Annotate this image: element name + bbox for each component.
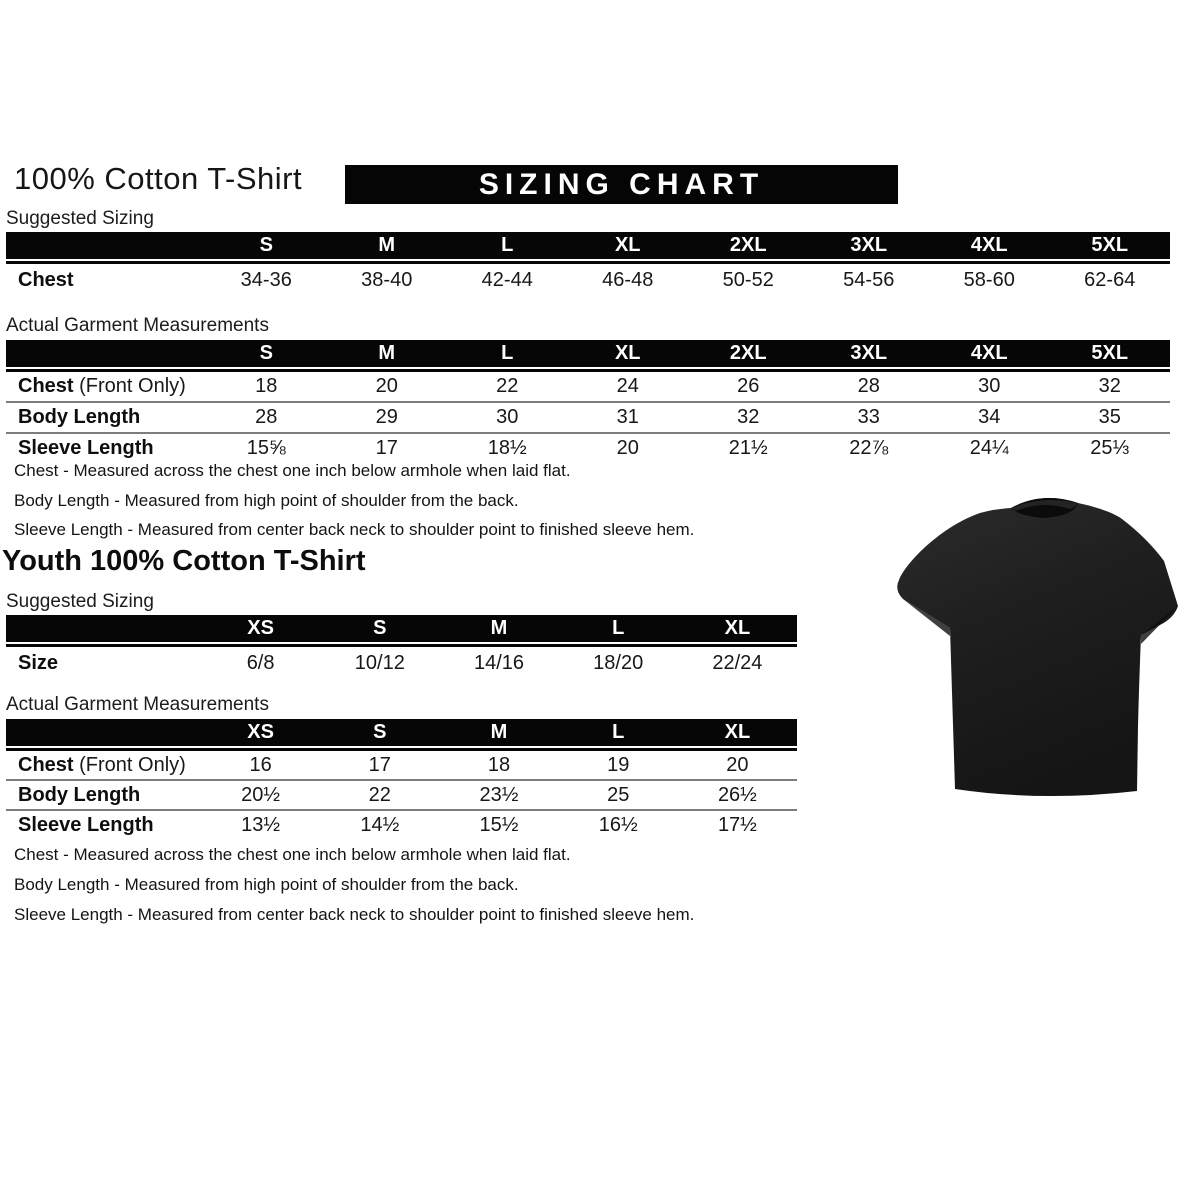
row-label-sleeve-length: Sleeve Length — [18, 813, 154, 836]
column-header-2xl: 2XL — [729, 234, 767, 256]
cell-value: 13½ — [241, 813, 281, 836]
column-header-l: L — [612, 617, 625, 639]
cell-value: 32 — [737, 406, 760, 428]
note-sleeve-length: Sleeve Length - Measured from center back neck to shoulder point to finished sleeve hem. — [14, 905, 695, 924]
column-header-m: M — [378, 234, 396, 256]
row-label-size: Size — [18, 651, 59, 674]
cell-value: 46-48 — [602, 268, 654, 291]
column-header-xl: XL — [614, 234, 641, 256]
cell-value: 25 — [607, 783, 630, 806]
cell-value: 30 — [496, 406, 519, 428]
row-label-suffix: (Front Only) — [73, 375, 186, 397]
cell-value: 29 — [375, 406, 398, 428]
adult-measurement-notes — [14, 456, 694, 545]
cell-value: 19 — [607, 753, 630, 776]
cell-value: 26 — [737, 375, 760, 397]
cell-value: 50-52 — [722, 268, 774, 291]
cell-value: 33 — [857, 406, 880, 428]
adult-suggested-header-row — [6, 232, 1170, 259]
column-header-5xl: 5XL — [1091, 234, 1129, 256]
cell-value: 54-56 — [843, 268, 895, 291]
column-header-xl: XL — [614, 342, 641, 364]
cell-value: 62-64 — [1084, 268, 1136, 291]
column-header-s: S — [259, 342, 273, 364]
cell-value: 24¼ — [969, 437, 1009, 459]
cell-value: 30 — [978, 375, 1001, 397]
column-header-xl: XL — [724, 721, 751, 743]
youth-measurement-notes — [14, 840, 694, 930]
column-header-4xl: 4XL — [970, 342, 1008, 364]
row-label-suffix: (Front Only) — [73, 753, 186, 776]
cell-value: 23½ — [479, 783, 519, 806]
tshirt-image — [892, 486, 1188, 804]
column-header-xs: XS — [247, 721, 274, 743]
cell-value: 15⅝ — [246, 437, 286, 459]
sizing-chart-banner — [345, 165, 898, 204]
row-label-body-length: Body Length — [18, 406, 141, 428]
column-header-l: L — [501, 234, 514, 256]
column-header-xl: XL — [724, 617, 751, 639]
cell-value: 16 — [249, 753, 272, 776]
cell-value: 17 — [375, 437, 398, 459]
column-header-3xl: 3XL — [850, 234, 888, 256]
cell-value: 20 — [726, 753, 749, 776]
youth-suggested-sizing-table — [6, 615, 797, 679]
cell-value: 18 — [255, 375, 278, 397]
adult-suggested-sizing-label: Suggested Sizing — [6, 208, 154, 229]
row-label-chest: Chest — [18, 375, 74, 397]
cell-value: 22/24 — [712, 651, 763, 674]
cell-value: 28 — [857, 375, 880, 397]
table-row-body-length — [6, 781, 797, 809]
cell-value: 22 — [368, 783, 391, 806]
youth-actual-measurements-table — [6, 719, 797, 839]
note-chest: Chest - Measured across the chest one inch below armhole when laid flat. — [14, 461, 571, 480]
table-row-body-length — [6, 403, 1170, 432]
cell-value: 17½ — [717, 813, 757, 836]
cell-value: 15½ — [479, 813, 519, 836]
row-label-chest: Chest — [18, 753, 74, 776]
adult-actual-measurements-table — [6, 340, 1170, 463]
column-header-s: S — [259, 234, 273, 256]
cell-value: 14½ — [360, 813, 400, 836]
cell-value: 6/8 — [246, 651, 275, 674]
column-header-m: M — [490, 617, 508, 639]
cell-value: 42-44 — [481, 268, 533, 291]
youth-suggested-sizing-label: Suggested Sizing — [6, 591, 154, 612]
cell-value: 20 — [616, 437, 639, 459]
column-header-m: M — [490, 721, 508, 743]
cell-value: 21½ — [728, 437, 768, 459]
note-chest: Chest - Measured across the chest one inch below armhole when laid flat. — [14, 845, 571, 864]
table-row-chest — [6, 751, 797, 779]
column-header-m: M — [378, 342, 396, 364]
cell-value: 58-60 — [963, 268, 1015, 291]
column-header-s: S — [373, 617, 387, 639]
column-header-4xl: 4XL — [970, 234, 1008, 256]
cell-value: 20½ — [241, 783, 281, 806]
cell-value: 22⅞ — [849, 437, 889, 459]
tshirt-graphic — [892, 486, 1188, 804]
cell-value: 32 — [1098, 375, 1121, 397]
cell-value: 22 — [496, 375, 519, 397]
cell-value: 10/12 — [354, 651, 405, 674]
column-header-5xl: 5XL — [1091, 342, 1129, 364]
column-header-s: S — [373, 721, 387, 743]
table-row-sleeve-length — [6, 811, 797, 839]
row-label-chest: Chest — [18, 268, 74, 291]
column-header-l: L — [501, 342, 514, 364]
cell-value: 31 — [616, 406, 639, 428]
column-header-xs: XS — [247, 617, 274, 639]
adult-actual-header-row — [6, 340, 1170, 367]
row-label-sleeve-length: Sleeve Length — [18, 437, 154, 459]
table-row-size — [6, 647, 797, 679]
page-title: 100% Cotton T-Shirt — [14, 161, 303, 196]
row-label-body-length: Body Length — [18, 783, 141, 806]
cell-value: 28 — [255, 406, 278, 428]
column-header-3xl: 3XL — [850, 342, 888, 364]
cell-value: 34 — [978, 406, 1001, 428]
cell-value: 18 — [487, 753, 511, 776]
cell-value: 38-40 — [361, 268, 413, 291]
adult-actual-measurements-label: Actual Garment Measurements — [6, 315, 269, 336]
cell-value: 17 — [368, 753, 391, 776]
cell-value: 18/20 — [593, 651, 644, 674]
note-body-length: Body Length - Measured from high point of shoulder from the back. — [14, 875, 519, 894]
table-row — [6, 264, 1170, 296]
note-sleeve-length: Sleeve Length - Measured from center back neck to shoulder point to finished sleeve hem. — [14, 520, 695, 539]
cell-value: 26½ — [717, 783, 757, 806]
note-body-length: Body Length - Measured from high point of shoulder from the back. — [14, 490, 519, 510]
column-header-l: L — [612, 721, 625, 743]
youth-section-title: Youth 100% Cotton T-Shirt — [2, 545, 366, 577]
sizing-chart-banner-label: SIZING CHART — [478, 167, 765, 201]
cell-value: 18½ — [487, 437, 527, 459]
column-header-2xl: 2XL — [729, 342, 767, 364]
cell-value: 35 — [1098, 406, 1121, 428]
table-row-chest — [6, 372, 1170, 401]
cell-value: 34-36 — [240, 268, 292, 291]
cell-value: 14/16 — [473, 651, 525, 674]
youth-suggested-header-row — [6, 615, 797, 642]
youth-actual-header-row — [6, 719, 797, 746]
cell-value: 24 — [616, 375, 639, 397]
adult-suggested-sizing-table — [6, 232, 1170, 296]
cell-value: 20 — [375, 375, 398, 397]
cell-value: 25⅓ — [1090, 437, 1130, 459]
youth-actual-measurements-label: Actual Garment Measurements — [6, 694, 269, 715]
cell-value: 16½ — [598, 813, 638, 836]
